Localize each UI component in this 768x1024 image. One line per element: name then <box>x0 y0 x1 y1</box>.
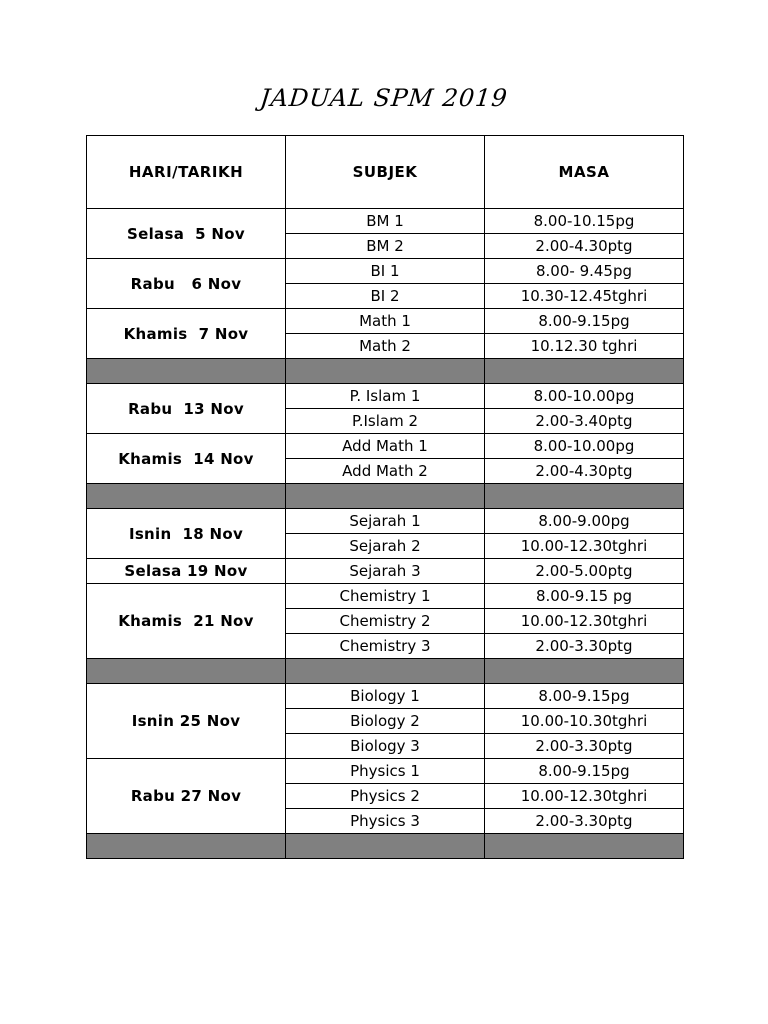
exam-schedule-table <box>86 135 684 859</box>
subject-cell: Physics 2 <box>286 784 485 809</box>
subject-cell: Chemistry 3 <box>286 634 485 659</box>
table-row <box>87 434 684 459</box>
day-date-cell: Rabu 13 Nov <box>87 384 286 434</box>
subject-cell: Sejarah 1 <box>286 509 485 534</box>
day-date-cell: Isnin 18 Nov <box>87 509 286 559</box>
table-row <box>87 684 684 709</box>
time-cell: 2.00-4.30ptg <box>485 234 684 259</box>
subject-cell: BM 2 <box>286 234 485 259</box>
subject-cell: BI 1 <box>286 259 485 284</box>
table-header-row <box>87 136 684 209</box>
separator-cell <box>485 834 684 859</box>
day-date-cell: Khamis 14 Nov <box>87 434 286 484</box>
subject-cell: Biology 1 <box>286 684 485 709</box>
time-cell: 10.12.30 tghri <box>485 334 684 359</box>
subject-cell: Math 1 <box>286 309 485 334</box>
time-cell: 2.00-4.30ptg <box>485 459 684 484</box>
time-cell: 10.00-12.30tghri <box>485 784 684 809</box>
time-cell: 2.00-5.00ptg <box>485 559 684 584</box>
subject-cell: Sejarah 3 <box>286 559 485 584</box>
time-cell: 8.00-9.15pg <box>485 684 684 709</box>
separator-row <box>87 484 684 509</box>
time-cell: 8.00-10.15pg <box>485 209 684 234</box>
separator-cell <box>485 484 684 509</box>
subject-cell: BM 1 <box>286 209 485 234</box>
separator-row <box>87 834 684 859</box>
day-date-cell: Khamis 21 Nov <box>87 584 286 659</box>
separator-cell <box>286 834 485 859</box>
subject-cell: Chemistry 2 <box>286 609 485 634</box>
subject-cell: Physics 1 <box>286 759 485 784</box>
table-row <box>87 309 684 334</box>
day-date-cell: Isnin 25 Nov <box>87 684 286 759</box>
header-day: HARI/TARIKH <box>87 136 286 209</box>
time-cell: 8.00- 9.45pg <box>485 259 684 284</box>
header-subject: SUBJEK <box>286 136 485 209</box>
table-row <box>87 759 684 784</box>
separator-row <box>87 359 684 384</box>
separator-cell <box>286 359 485 384</box>
subject-cell: P. Islam 1 <box>286 384 485 409</box>
day-date-cell: Khamis 7 Nov <box>87 309 286 359</box>
table-row <box>87 584 684 609</box>
subject-cell: Add Math 1 <box>286 434 485 459</box>
time-cell: 10.00-10.30tghri <box>485 709 684 734</box>
page-title: JADUAL SPM 2019 <box>258 84 510 112</box>
separator-row <box>87 659 684 684</box>
separator-cell <box>87 659 286 684</box>
subject-cell: BI 2 <box>286 284 485 309</box>
time-cell: 2.00-3.30ptg <box>485 634 684 659</box>
day-date-cell: Rabu 27 Nov <box>87 759 286 834</box>
time-cell: 10.00-12.30tghri <box>485 609 684 634</box>
time-cell: 2.00-3.30ptg <box>485 734 684 759</box>
time-cell: 8.00-9.15 pg <box>485 584 684 609</box>
subject-cell: Math 2 <box>286 334 485 359</box>
table-row <box>87 509 684 534</box>
table-row <box>87 209 684 234</box>
separator-cell <box>485 659 684 684</box>
day-date-cell: Selasa 19 Nov <box>87 559 286 584</box>
subject-cell: Add Math 2 <box>286 459 485 484</box>
time-cell: 2.00-3.40ptg <box>485 409 684 434</box>
time-cell: 8.00-9.15pg <box>485 759 684 784</box>
table-body <box>87 209 684 859</box>
time-cell: 8.00-10.00pg <box>485 384 684 409</box>
table-row <box>87 559 684 584</box>
time-cell: 2.00-3.30ptg <box>485 809 684 834</box>
time-cell: 10.00-12.30tghri <box>485 534 684 559</box>
subject-cell: Physics 3 <box>286 809 485 834</box>
separator-cell <box>87 484 286 509</box>
time-cell: 8.00-9.00pg <box>485 509 684 534</box>
time-cell: 10.30-12.45tghri <box>485 284 684 309</box>
day-date-cell: Rabu 6 Nov <box>87 259 286 309</box>
subject-cell: Chemistry 1 <box>286 584 485 609</box>
separator-cell <box>286 484 485 509</box>
table-row <box>87 259 684 284</box>
day-date-cell: Selasa 5 Nov <box>87 209 286 259</box>
time-cell: 8.00-10.00pg <box>485 434 684 459</box>
table-row <box>87 384 684 409</box>
separator-cell <box>485 359 684 384</box>
separator-cell <box>286 659 485 684</box>
header-time: MASA <box>485 136 684 209</box>
subject-cell: Sejarah 2 <box>286 534 485 559</box>
separator-cell <box>87 834 286 859</box>
subject-cell: P.Islam 2 <box>286 409 485 434</box>
time-cell: 8.00-9.15pg <box>485 309 684 334</box>
subject-cell: Biology 2 <box>286 709 485 734</box>
subject-cell: Biology 3 <box>286 734 485 759</box>
separator-cell <box>87 359 286 384</box>
